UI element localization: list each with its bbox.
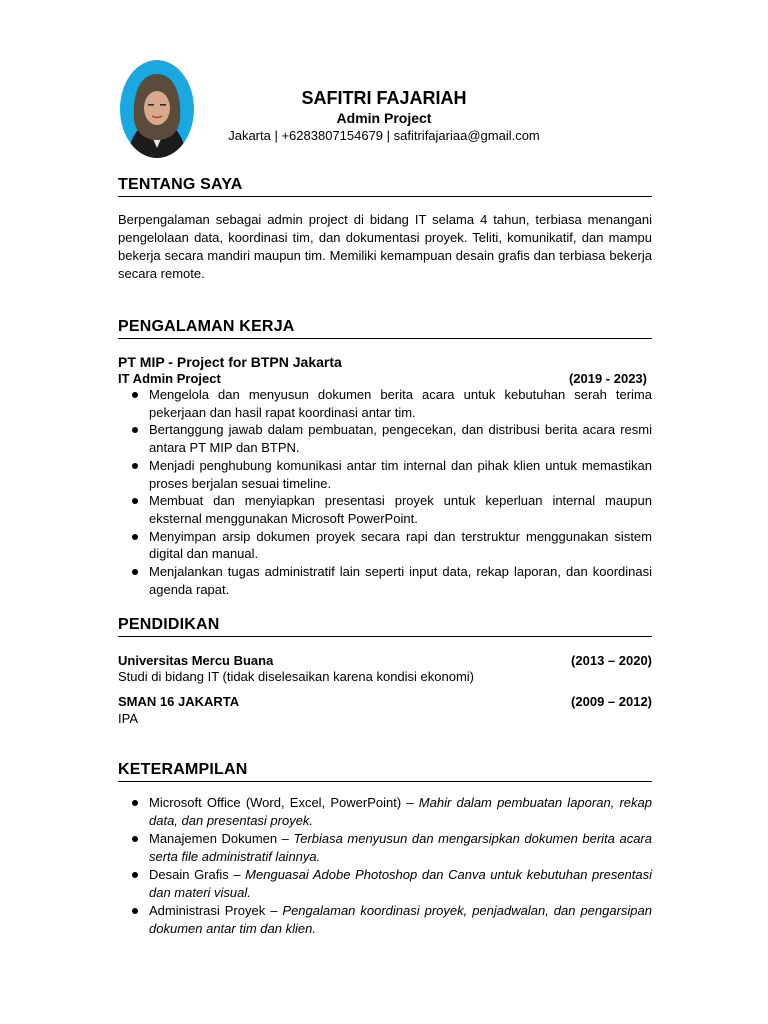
skill-desc: Mahir dalam pembuatan laporan, rekap data, dan presentasi proyek. [149,795,652,828]
candidate-role: Admin Project [336,110,432,126]
skill-name: Desain Grafis – [149,867,246,882]
section-title-education: PENDIDIKAN [118,616,652,637]
school-name: Universitas Mercu Buana [118,653,274,668]
section-title-about: TENTANG SAYA [118,176,652,197]
school-detail: Studi di bidang IT (tidak diselesaikan karena kondisi ekonomi) [118,669,475,684]
list-item: Menyimpan arsip dokumen proyek secara rapi dan terstruktur menggunakan sistem digital dan manual. [118,528,652,563]
skill-name: Manajemen Dokumen – [149,831,294,846]
skill-list [118,794,652,938]
section-title-skills: KETERAMPILAN [118,761,652,782]
skill-desc: Pengalaman koordinasi proyek, penjadwalan, dan pengarsipan dokumen antar tim dan klien. [149,903,652,936]
skill-name: Administrasi Proyek – [149,903,283,918]
list-item: Mengelola dan menyusun dokumen berita acara untuk kebutuhan serah terima pekerjaan dan hasil rapat koordinasi antar tim. [118,386,652,421]
list-item [118,794,652,830]
job-period: (2019 - 2023) [568,371,647,386]
list-item [118,866,652,902]
duty-list [118,386,652,598]
company-name: PT MIP - Project for BTPN Jakarta [118,354,342,370]
job-row [118,371,652,386]
skill-desc: Menguasai Adobe Photoshop dan Canva untuk kebutuhan presentasi dan materi visual. [149,867,653,900]
school-detail: IPA [118,711,138,726]
list-item: Membuat dan menyiapkan presentasi proyek untuk keperluan internal maupun eksternal menggunakan Microsoft PowerPoint. [118,492,652,527]
education-row [118,694,652,709]
school-name: SMAN 16 JAKARTA [118,694,240,709]
list-item [118,830,652,866]
list-item: Bertanggung jawab dalam pembuatan, pengecekan, dan distribusi berita acara resmi antara PT MIP dan BTPN. [118,421,652,456]
education-row [118,653,652,668]
candidate-name: SAFITRI FAJARIAH [301,88,467,108]
school-period: (2013 – 2020) [571,653,652,668]
skill-name: Microsoft Office (Word, Excel, PowerPoint) – [149,795,419,810]
list-item: Menjalankan tugas administratif lain seperti input data, rekap laporan, dan koordinasi agenda rapat. [118,563,652,598]
profile-photo [120,60,194,158]
skill-desc: Terbiasa menyusun dan mengarsipkan dokumen berita acara serta file administratif lainnya. [149,831,652,864]
about-text: Berpengalaman sebagai admin project di bidang IT selama 4 tahun, terbiasa menangani pengelolaan data, koordinasi tim, dan dokumentasi proyek. Teliti, komunikatif, dan mampu bekerja secara mandiri maupun tim. Memiliki kemampuan desain grafis dan terbiasa bekerja secara remote. [118,212,652,281]
list-item [118,902,652,938]
school-period: (2009 – 2012) [571,694,652,709]
contact-info: Jakarta | +6283807154679 | safitrifajariaa@gmail.com [228,128,540,143]
job-title: IT Admin Project [118,371,221,386]
list-item: Menjadi penghubung komunikasi antar tim internal dan pihak klien untuk memastikan proses berjalan sesuai timeline. [118,457,652,492]
section-title-experience: PENGALAMAN KERJA [118,318,652,339]
